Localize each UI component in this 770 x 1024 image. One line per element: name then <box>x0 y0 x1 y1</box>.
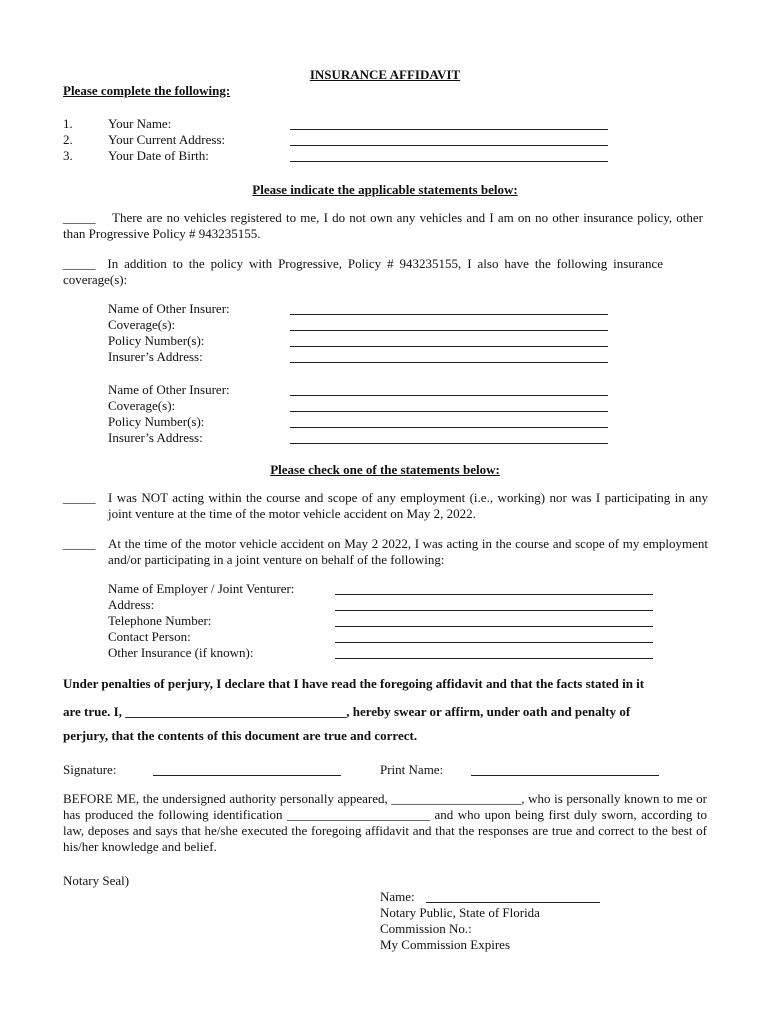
notary-seal-label: Notary Seal) <box>63 873 130 888</box>
coverage-label: Coverage(s): <box>108 317 176 332</box>
print-name-line[interactable] <box>471 775 659 776</box>
other-insurer-name-line[interactable] <box>290 395 608 396</box>
current-address-line[interactable] <box>290 145 608 146</box>
other-insurer-name-label: Name of Other Insurer: <box>108 382 230 397</box>
perjury-line-2-post: , hereby swear or affirm, under oath and penalty of <box>346 704 631 719</box>
signature-line[interactable] <box>153 775 341 776</box>
employer-name-label: Name of Employer / Joint Venturer: <box>108 581 295 596</box>
document-title: INSURANCE AFFIDAVIT <box>309 67 461 82</box>
statement-2-text: In addition to the policy with Progressive, Policy # 943235155, I also have the following insurance coverage(s): <box>63 256 663 287</box>
check-2-blank[interactable]: _____ <box>63 536 96 551</box>
field-number: 1. <box>63 116 73 131</box>
insurer-address-label: Insurer’s Address: <box>108 430 203 445</box>
other-insurer-name-label: Name of Other Insurer: <box>108 301 230 316</box>
contact-person-label: Contact Person: <box>108 629 191 644</box>
your-name-line[interactable] <box>290 129 608 130</box>
notary-name-label: Name: <box>380 889 415 904</box>
statement-1 <box>63 210 703 242</box>
other-insurer-name-line[interactable] <box>290 314 608 315</box>
field-number: 3. <box>63 148 73 163</box>
check-2-text: At the time of the motor vehicle accident on May 2 2022, I was acting in the course and scope of my employment and/or participating in a joint venture on behalf of the following: <box>108 536 708 567</box>
field-number: 2. <box>63 132 73 147</box>
your-name-label: Your Name: <box>108 116 172 131</box>
check-1-text: I was NOT acting within the course and scope of any employment (i.e., working) nor was I participating in any joint venture at the time of the motor vehicle accident on May 2, 2022. <box>108 490 708 521</box>
coverage-line[interactable] <box>290 411 608 412</box>
commission-number-label: Commission No.: <box>380 921 472 936</box>
policy-number-line[interactable] <box>290 427 608 428</box>
perjury-line-2-pre: are true. I, <box>63 704 126 719</box>
contact-person-line[interactable] <box>335 642 653 643</box>
telephone-line[interactable] <box>335 626 653 627</box>
commission-expires-label: My Commission Expires <box>380 937 511 952</box>
other-insurance-line[interactable] <box>335 658 653 659</box>
perjury-line-2 <box>63 704 630 720</box>
current-address-label: Your Current Address: <box>108 132 226 147</box>
employer-address-label: Address: <box>108 597 155 612</box>
notary-acknowledgment-text: BEFORE ME, the undersigned authority personally appeared, ____________________, who is personally known to me or has produced the following identification ______________________ and who upon being first duly sworn, according to law, deposes and says that he/she executed the foregoing affidavit and that the responses are true and correct to the best of his/her knowledge and belief. <box>63 791 707 854</box>
telephone-label: Telephone Number: <box>108 613 212 628</box>
check-1-blank[interactable]: _____ <box>63 490 96 505</box>
policy-number-label: Policy Number(s): <box>108 414 205 429</box>
statement-2 <box>63 256 663 288</box>
complete-heading: Please complete the following: <box>63 83 231 98</box>
insurer-address-line[interactable] <box>290 362 608 363</box>
print-name-label: Print Name: <box>380 762 444 777</box>
employer-address-line[interactable] <box>335 610 653 611</box>
statement-1-blank[interactable]: _____ <box>63 210 96 225</box>
statement-2-blank[interactable]: _____ <box>63 256 96 271</box>
coverage-line[interactable] <box>290 330 608 331</box>
date-of-birth-line[interactable] <box>290 161 608 162</box>
statement-1-text: There are no vehicles registered to me, I do not own any vehicles and I am on no other insurance policy, other than Progressive Policy # 943235155. <box>63 210 703 241</box>
statements-heading: Please indicate the applicable statements below: <box>252 182 518 197</box>
notary-name-line[interactable] <box>426 902 600 903</box>
other-insurance-label: Other Insurance (if known): <box>108 645 254 660</box>
policy-number-line[interactable] <box>290 346 608 347</box>
insurer-address-line[interactable] <box>290 443 608 444</box>
insurer-address-label: Insurer’s Address: <box>108 349 203 364</box>
signature-label: Signature: <box>63 762 117 777</box>
perjury-line-1: Under penalties of perjury, I declare that I have read the foregoing affidavit and that the facts stated in it <box>63 676 645 691</box>
perjury-name-blank[interactable]: __________________________________ <box>125 704 347 719</box>
coverage-label: Coverage(s): <box>108 398 176 413</box>
date-of-birth-label: Your Date of Birth: <box>108 148 209 163</box>
employer-name-line[interactable] <box>335 594 653 595</box>
policy-number-label: Policy Number(s): <box>108 333 205 348</box>
check-heading: Please check one of the statements below: <box>270 462 500 477</box>
notary-public-state: Notary Public, State of Florida <box>380 905 540 920</box>
perjury-line-3: perjury, that the contents of this document are true and correct. <box>63 728 418 743</box>
